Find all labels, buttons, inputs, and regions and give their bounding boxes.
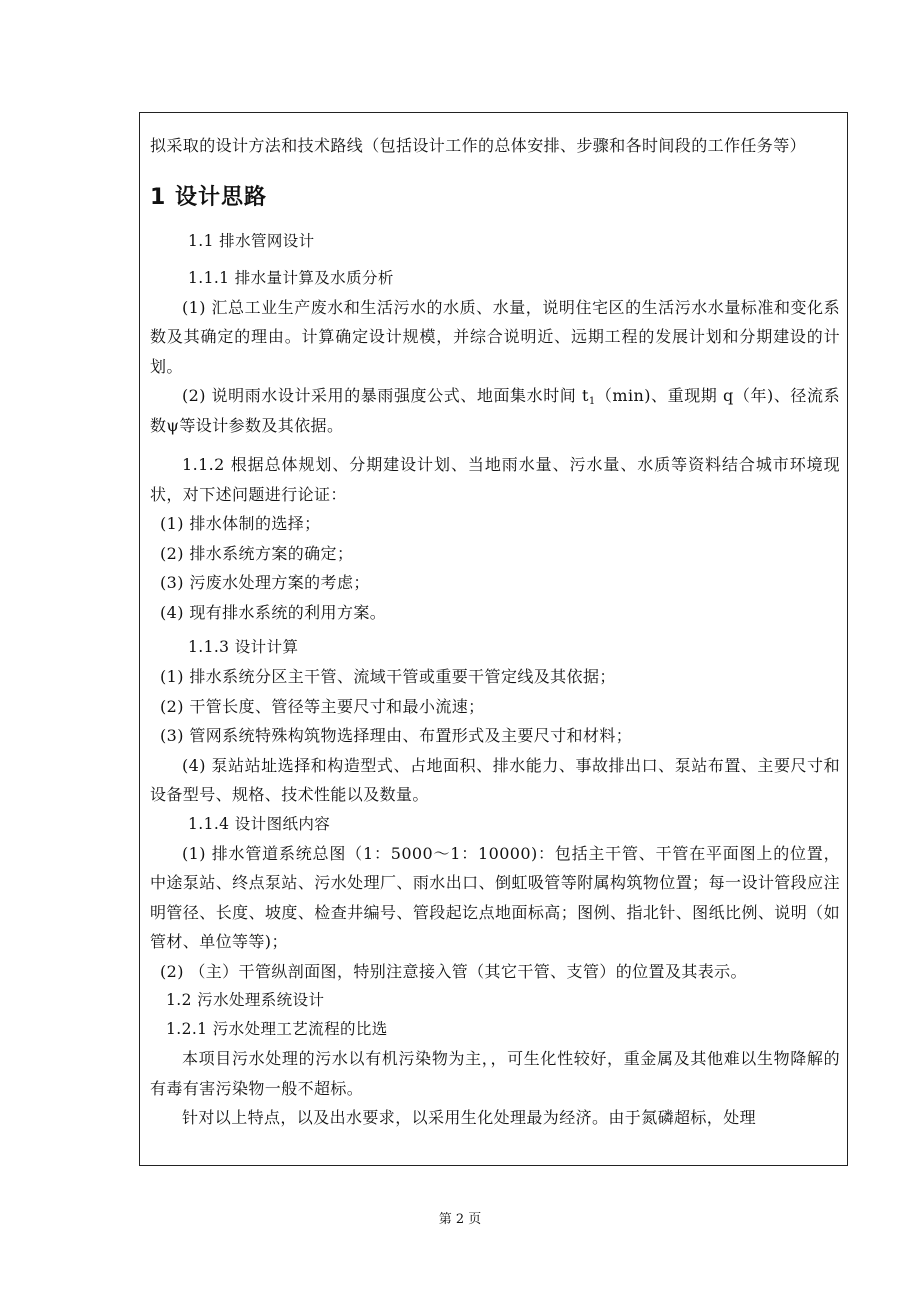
section-1-2: 1.2 污水处理系统设计 xyxy=(166,991,325,1009)
section-1-1: 1.1 排水管网设计 xyxy=(188,231,315,250)
paragraph-2 xyxy=(150,381,840,440)
section-1-1-3: 1.1.3 设计计算 xyxy=(188,638,299,656)
list-113-item: (1) 排水系统分区主干管、流域干管或重要干管定线及其依据； xyxy=(160,667,616,686)
list-113-item: (3) 管网系统特殊构筑物选择理由、布置形式及主要尺寸和材料； xyxy=(160,726,633,745)
paragraph-1: (1) 汇总工业生产废水和生活污水的水质、水量，说明住宅区的生活污水水量标准和变化系数及其确定的理由。计算确定设计规模，并综合说明近、远期工程的发展计划和分期建设的计划。 xyxy=(150,297,840,376)
list-112-item: (3) 污废水处理方案的考虑； xyxy=(160,573,370,592)
list-113-item: (2) 干管长度、管径等主要尺寸和最小流速； xyxy=(160,696,485,716)
paragraph-121-1: 本项目污水处理的污水以有机污染物为主，，可生化性较好，重金属及其他难以生物降解的有毒有害污染物一般不超标。 xyxy=(150,1049,840,1098)
list-113-item: (4) 泵站站址选择和构造型式、占地面积、排水能力、事故排出口、泵站布置、主要尺寸和设备型号、规格、技术性能以及数量。 xyxy=(150,755,840,804)
section-1-1-1: 1.1.1 排水量计算及水质分析 xyxy=(188,268,394,287)
paragraph-121-2: 针对以上特点，以及出水要求，以采用生化处理最为经济。由于氮磷超标，处理 xyxy=(182,1108,757,1127)
list-112-item: (2) 排水系统方案的确定； xyxy=(160,543,354,563)
page-number: 第 2 页 xyxy=(438,1212,482,1227)
heading-design-approach: 1 设计思路 xyxy=(150,184,267,210)
intro-text: 拟采取的设计方法和技术路线（包括设计工作的总体安排、步骤和各时间段的工作任务等） xyxy=(150,136,807,155)
section-1-2-1: 1.2.1 污水处理工艺流程的比选 xyxy=(166,1020,388,1038)
section-1-1-2: 1.1.2 根据总体规划、分期建设计划、当地雨水量、污水量、水质等资料结合城市环境现状，对下述问题进行论证： xyxy=(150,455,840,504)
paragraph-2-subscript: 1 xyxy=(588,396,596,407)
paragraph-2-a: (2) 说明雨水设计采用的暴雨强度公式、地面集水时间 t xyxy=(182,386,589,405)
section-1-1-4: 1.1.4 设计图纸内容 xyxy=(188,814,331,833)
list-112-item: (4) 现有排水系统的利用方案。 xyxy=(160,602,387,622)
form-frame xyxy=(139,112,848,1166)
list-112-item: (1) 排水体制的选择； xyxy=(160,514,321,533)
paragraph-114-2: (2) （主）干管纵剖面图，特别注意接入管（其它干管、支管）的位置及其表示。 xyxy=(160,961,747,981)
paragraph-114-1: (1) 排水管道系统总图（1：5000～1：10000)：包括主干管、干管在平面图上的位置，中途泵站、终点泵站、污水处理厂、雨水出口、倒虹吸管等附属构筑物位置；每一设计管段应注明管径、长度、坡度、检查井编号、管段起讫点地面标高；图例、指北针、图纸比例、说明（如管材、单位等等)； xyxy=(150,843,840,951)
content xyxy=(150,113,840,1133)
paragraph-2-b: （min)、重现期 q（年)、径流系数ψ等设计参数及其依据。 xyxy=(150,386,840,435)
